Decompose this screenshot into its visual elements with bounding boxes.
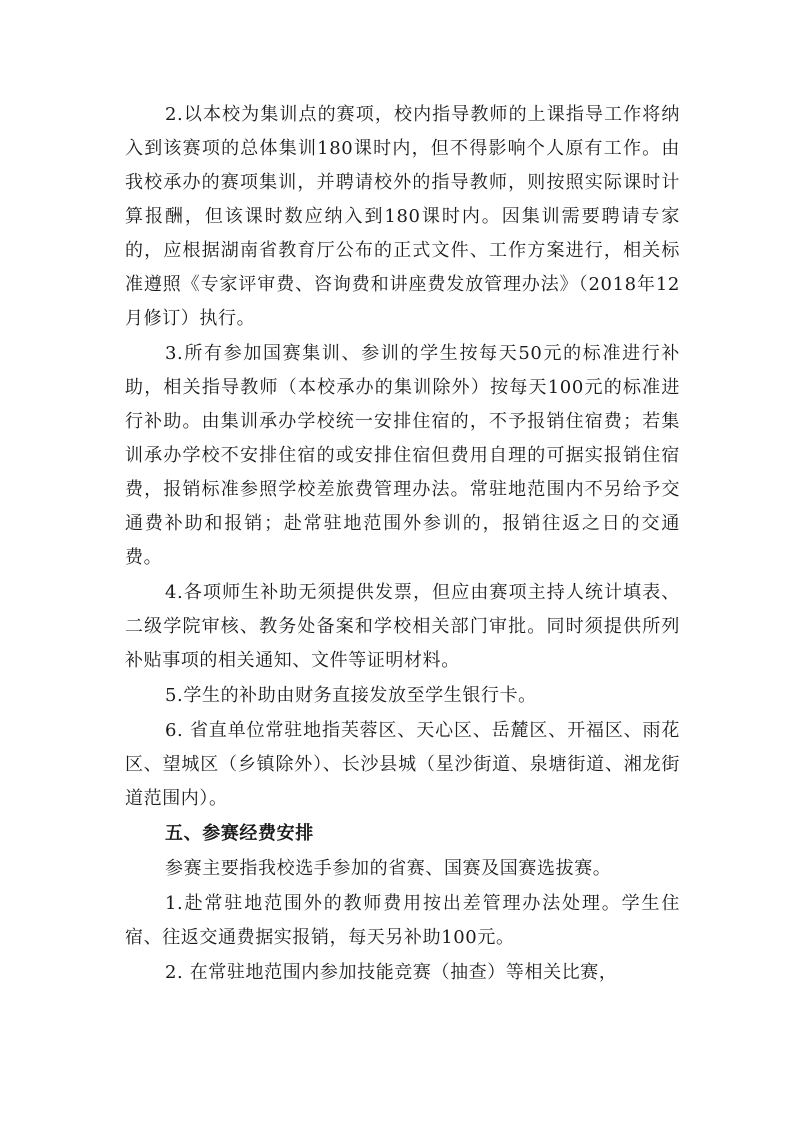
section-paragraph-1-travel-costs: 1.赴常驻地范围外的教师费用按出差管理办法处理。学生住宿、往返交通费据实报销，每天另补助100元。 [125, 893, 680, 948]
paragraph-item-5-student-payment: 5.学生的补助由财务直接发放至学生银行卡。 [165, 685, 537, 706]
document-body [125, 98, 680, 990]
section-heading: 五、参赛经费安排 [165, 823, 314, 844]
section-intro-paragraph: 参赛主要指我校选手参加的省赛、国赛及国赛选拔赛。 [165, 858, 612, 879]
section-paragraph-2-local-competitions: 2. 在常驻地范围内参加技能竞赛（抽查）等相关比赛， [165, 962, 618, 983]
paragraph-item-2-training-hours: 2.以本校为集训点的赛项，校内指导教师的上课指导工作将纳入到该赛项的总体集训180课时内，但不得影响个人原有工作。由我校承办的赛项集训，并聘请校外的指导教师，则按照实际课时计算报酬，但该课时数应纳入到180课时内。因集训需要聘请专家的，应根据湖南省教育厅公布的正式文件、工作方案进行，相关标准遵照《专家评审费、咨询费和讲座费发放管理办法》（2018年12月修订）执行。 [125, 104, 680, 329]
paragraph-item-6-resident-area: 6. 省直单位常驻地指芙蓉区、天心区、岳麓区、开福区、雨花区、望城区（乡镇除外）、长沙县城（星沙街道、泉塘街道、湘龙街道范围内）。 [125, 720, 680, 809]
paragraph-item-4-subsidy-approval: 4.各项师生补助无须提供发票，但应由赛项主持人统计填表、二级学院审核、教务处备案和学校相关部门审批。同时须提供所列补贴事项的相关通知、文件等证明材料。 [125, 582, 680, 671]
paragraph-item-3-subsidy-standard: 3.所有参加国赛集训、参训的学生按每天50元的标准进行补助，相关指导教师（本校承办的集训除外）按每天100元的标准进行补助。由集训承办学校统一安排住宿的，不予报销住宿费；若集训承办学校不安排住宿的或安排住宿但费用自理的可据实报销住宿费，报销标准参照学校差旅费管理办法。常驻地范围内不另给予交通费补助和报销；赴常驻地范围外参训的，报销往返之日的交通费。 [125, 343, 680, 568]
